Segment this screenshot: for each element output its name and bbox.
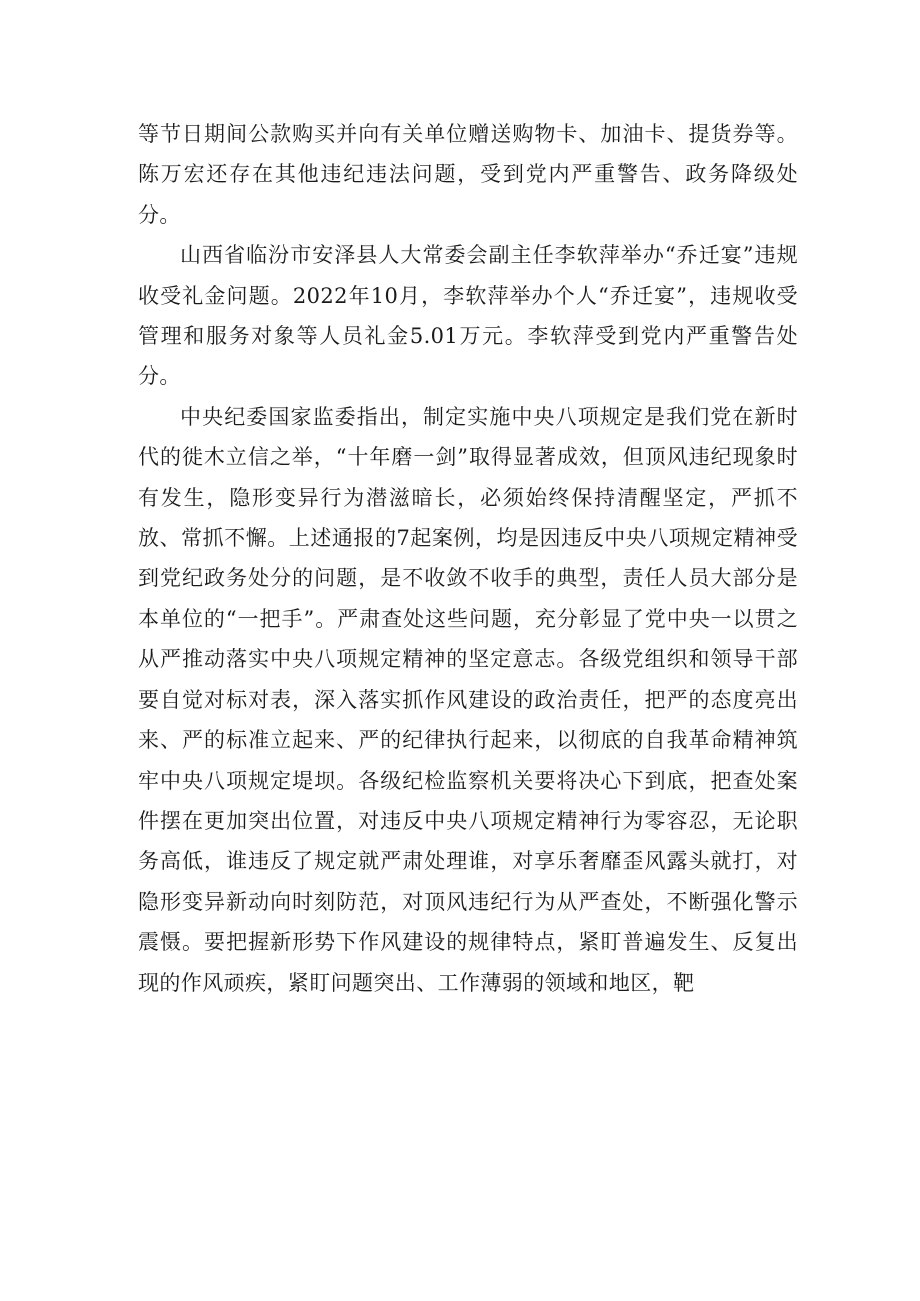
paragraph-continuation: 等节日期间公款购买并向有关单位赠送购物卡、加油卡、提货券等。陈万宏还存在其他违纪违法问题，受到党内严重警告、政务降级处分。: [138, 122, 798, 227]
paragraph-li-ruanping-case: 山西省临汾市安泽县人大常委会副主任李软萍举办“乔迁宴”违规收受礼金问题。2022年10月，李软萍举办个人“乔迁宴”，违规收受管理和服务对象等人员礼金5.01万元。李软萍受到党内严重警告处分。: [138, 243, 798, 389]
paragraph-ccdi-statement: 中央纪委国家监委指出，制定实施中央八项规定是我们党在新时代的徙木立信之举，“十年磨一剑”取得显著成效，但顶风违纪现象时有发生，隐形变异行为潜滋暗长，必须始终保持清醒坚定，严抓不放、常抓不懈。上述通报的7起案例，均是因违反中央八项规定精神受到党纪政务处分的问题，是不收敛不收手的典型，责任人员大部分是本单位的“一把手”。严肃查处这些问题，充分彰显了党中央一以贯之从严推动落实中央八项规定精神的坚定意志。各级党组织和领导干部要自觉对标对表，深入落实抓作风建设的政治责任，把严的态度亮出来、严的标准立起来、严的纪律执行起来，以彻底的自我革命精神筑牢中央八项规定堤坝。各级纪检监察机关要将决心下到底，把查处案件摆在更加突出位置，对违反中央八项规定精神行为零容忍，无论职务高低，谁违反了规定就严肃处理谁，对享乐奢靡歪风露头就打，对隐形变异新动向时刻防范，对顶风违纪行为从严查处，不断强化警示震慑。要把握新形势下作风建设的规律特点，紧盯普遍发生、反复出现的作风顽疾，紧盯问题突出、工作薄弱的领域和地区，靶: [138, 404, 798, 995]
document-body: [138, 114, 798, 1003]
